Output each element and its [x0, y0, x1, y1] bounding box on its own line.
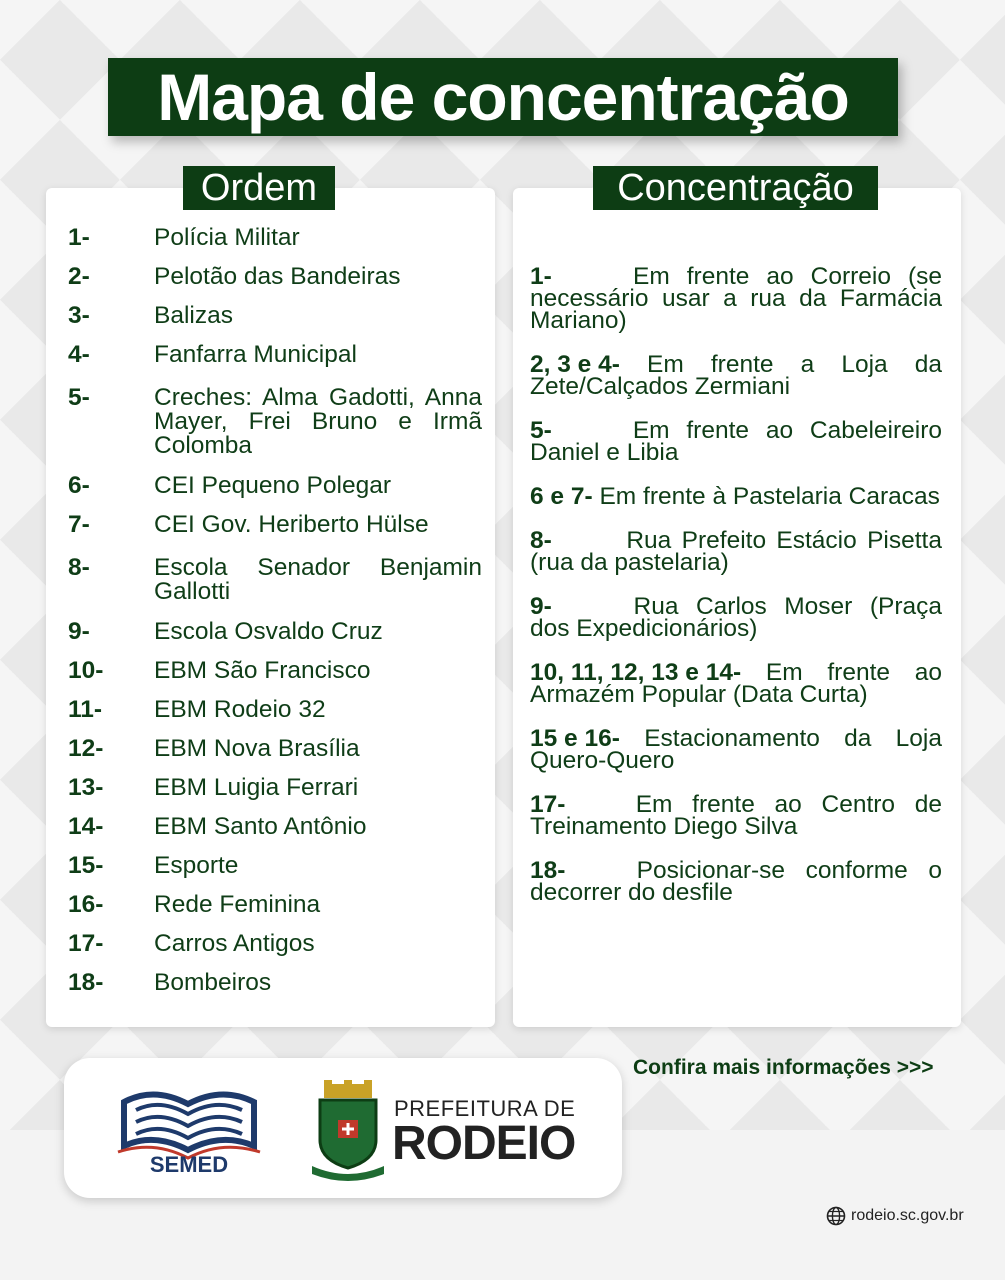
website-link[interactable]: [826, 1206, 964, 1226]
list-item: [68, 971, 482, 995]
more-info-link[interactable]: Confira mais informações >>>: [633, 1056, 934, 1079]
item-text: Em frente ao Armazém Popular (Data Curta): [530, 659, 942, 708]
item-text: EBM Santo Antônio: [154, 813, 367, 840]
list-item: [530, 483, 942, 510]
concentracao-list: [530, 263, 943, 926]
item-number: 6-: [68, 472, 90, 499]
item-text: Estacionamento da Loja Quero-Quero: [530, 725, 942, 774]
item-number: 10-: [68, 657, 104, 684]
list-item: [530, 791, 942, 840]
list-item: [68, 556, 482, 604]
list-item: [68, 474, 482, 498]
item-text: Em frente ao Centro de Treinamento Diego Silva: [530, 791, 942, 840]
item-text: Rua Carlos Moser (Praça dos Expedicionários): [530, 593, 943, 642]
item-number: 15-: [68, 852, 104, 879]
list-item: [68, 815, 482, 839]
list-item: [530, 857, 942, 906]
list-item: [530, 263, 942, 334]
item-text: Esporte: [154, 852, 239, 879]
item-text: Posicionar-se conforme o decorrer do desfile: [530, 857, 942, 906]
list-item: [68, 620, 482, 644]
item-text: Em frente ao Cabeleireiro Daniel e Libia: [530, 417, 942, 466]
rodeio-label: RODEIO: [392, 1117, 576, 1170]
list-item: [68, 737, 482, 761]
list-item: [530, 527, 942, 576]
item-text: Escola Osvaldo Cruz: [154, 618, 383, 645]
item-text: Em frente a Loja da Zete/Calçados Zermiani: [530, 351, 942, 400]
item-text: Creches: Alma Gadotti, Anna Mayer, Frei Bruno e Irmã Colomba: [154, 384, 482, 459]
item-text: Rua Prefeito Estácio Pisetta (rua da pastelaria): [530, 527, 942, 576]
list-item: [68, 659, 482, 683]
item-number: 16-: [68, 891, 104, 918]
item-number: 1-: [68, 224, 90, 251]
item-text: Polícia Militar: [154, 224, 300, 251]
list-item: [530, 659, 942, 708]
item-number: 6 e 7-: [530, 483, 593, 510]
item-number: 10, 11, 12, 13 e 14-: [530, 659, 742, 686]
item-text: CEI Gov. Heriberto Hülse: [154, 511, 429, 538]
item-number: 11-: [68, 696, 103, 723]
list-item: [68, 893, 482, 917]
page-title: Mapa de concentração: [157, 60, 849, 134]
title-banner: [108, 58, 898, 136]
list-item: [68, 698, 482, 722]
website-text[interactable]: rodeio.sc.gov.br: [851, 1207, 964, 1224]
item-number: 17-: [68, 930, 104, 957]
ordem-heading: Ordem: [183, 166, 335, 210]
item-text: Balizas: [154, 302, 233, 329]
list-item: [530, 593, 943, 642]
item-number: 14-: [68, 813, 104, 840]
item-number: 13-: [68, 774, 104, 801]
list-item: [68, 343, 482, 367]
item-text: CEI Pequeno Polegar: [154, 472, 391, 499]
list-item: [68, 226, 482, 250]
item-text: Carros Antigos: [154, 930, 315, 957]
list-item: [530, 417, 942, 466]
item-number: 8-: [68, 554, 90, 581]
crest-icon: [310, 1080, 386, 1182]
item-text: Fanfarra Municipal: [154, 341, 357, 368]
list-item: [530, 725, 942, 774]
item-text: EBM Nova Brasília: [154, 735, 360, 762]
concentracao-heading: Concentração: [593, 166, 878, 210]
item-number: 4-: [68, 341, 90, 368]
item-number: 5-: [530, 417, 552, 444]
list-item: [68, 386, 482, 458]
item-text: Rede Feminina: [154, 891, 321, 918]
item-number: 17-: [530, 791, 566, 818]
list-item: [68, 854, 482, 878]
item-number: 18-: [530, 857, 566, 884]
item-number: 3-: [68, 302, 90, 329]
globe-icon: [826, 1206, 846, 1226]
semed-label: SEMED: [149, 1152, 229, 1177]
item-text: Bombeiros: [154, 969, 272, 996]
list-item: [68, 776, 482, 800]
item-number: 7-: [68, 511, 90, 538]
item-number: 9-: [68, 618, 90, 645]
item-number: 12-: [68, 735, 104, 762]
list-item: [68, 513, 482, 537]
item-text: Escola Senador Benjamin Gallotti: [154, 554, 482, 605]
item-text: Em frente à Pastelaria Caracas: [599, 483, 940, 510]
item-number: 18-: [68, 969, 104, 996]
item-number: 2, 3 e 4-: [530, 351, 620, 378]
item-text: EBM São Francisco: [154, 657, 371, 684]
list-item: [68, 265, 482, 289]
item-number: 8-: [530, 527, 552, 554]
item-number: 2-: [68, 263, 90, 290]
item-number: 15 e 16-: [530, 725, 620, 752]
ordem-list: [68, 226, 482, 995]
item-text: Em frente ao Correio (se necessário usar a rua da Farmácia Mariano): [530, 263, 942, 334]
item-number: 9-: [530, 593, 552, 620]
prefeitura-label: PREFEITURA DE: [394, 1096, 576, 1121]
list-item: [530, 351, 942, 400]
item-number: 5-: [68, 384, 90, 411]
item-text: EBM Luigia Ferrari: [154, 774, 359, 801]
item-number: 1-: [530, 263, 552, 290]
list-item: [68, 932, 482, 956]
item-text: EBM Rodeio 32: [154, 696, 326, 723]
item-text: Pelotão das Bandeiras: [154, 263, 401, 290]
list-item: [68, 304, 482, 328]
